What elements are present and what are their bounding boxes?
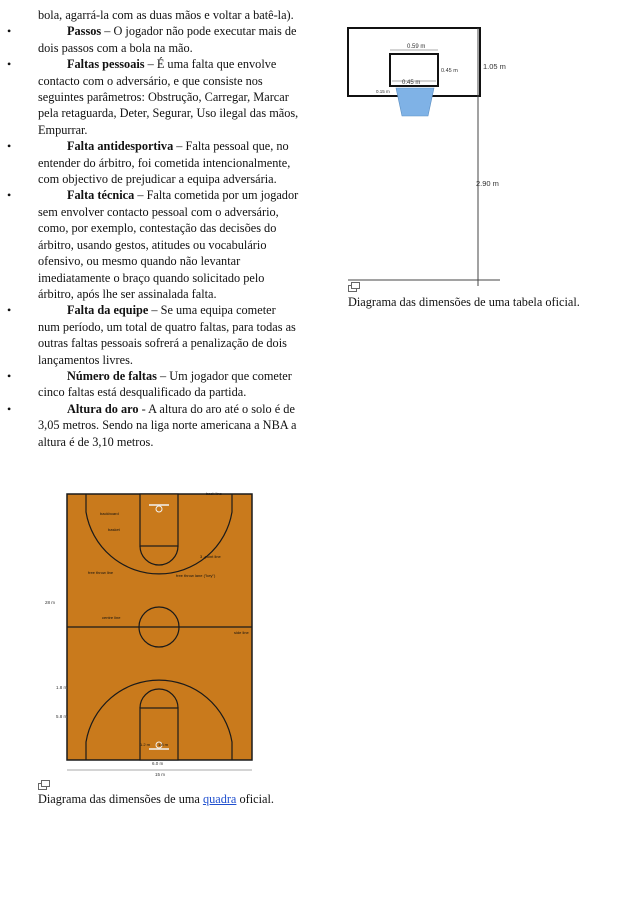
court-caption-before: Diagrama das dimensões de uma <box>38 792 203 806</box>
label-1-8m-b: 1.8 m <box>158 742 169 747</box>
rule-text: – Falta pessoal que, no entender do árbitro, foi cometida intencionalmente, com objectivo de prejudicar a equipa adversária. <box>38 139 291 187</box>
bullet-icon: • <box>7 139 12 154</box>
quadra-link[interactable]: quadra <box>202 792 237 806</box>
label-105: 1.05 m <box>483 62 506 71</box>
backboard-caption: Diagrama das dimensões de uma tabela oficial. <box>348 295 580 309</box>
rule-text: – Falta cometida por um jogador sem envolver contacto pessoal com o adversário, como, por exemplo, contestação das decisões do árbitro, usando gestos, atitudes ou vocabulário ofensivo, ou mesmo quando não levantar imediatamente o braço quando solicitado pelo árbitro, após lhe ser assinalada falta. <box>38 188 299 301</box>
court-diagram <box>38 486 278 778</box>
rule-term: Número de faltas <box>67 368 157 383</box>
rule-term: Falta técnica <box>67 188 135 203</box>
bullet-icon: • <box>7 401 12 416</box>
bullet-icon: • <box>7 188 12 203</box>
label-1-2m: 1.2 m <box>140 742 151 747</box>
intro-paragraph: bola, agarrá-la com as duas mãos e voltar a batê-la). <box>38 8 294 22</box>
rules-list-item <box>7 23 300 56</box>
image-icon-court <box>38 780 50 790</box>
label-15m: 15 m <box>155 772 166 777</box>
rule-text: - A altura do aro até o solo é de 3,05 metros. Sendo na liga norte americana a NBA a altura é de 3,10 metros. <box>38 401 297 449</box>
rules-list-item <box>7 138 300 187</box>
rules-list <box>7 23 300 450</box>
label-045-width: 0.45 m <box>402 80 421 86</box>
label-045-height: 0.45 m <box>441 68 458 74</box>
label-290: 2.90 m <box>476 179 499 188</box>
label-back-line: back line <box>206 491 222 496</box>
key-top <box>140 494 178 546</box>
bullet-icon: • <box>7 368 12 383</box>
rule-text: – Um jogador que cometer cinco faltas está desqualificado da partida. <box>38 368 292 400</box>
rules-list-item <box>7 368 300 401</box>
label-side-line: side line <box>234 630 249 635</box>
court-caption-after: oficial. <box>236 792 274 806</box>
label-3-point-line: 3 -point line <box>200 554 221 559</box>
rule-term: Altura do aro <box>67 401 139 416</box>
label-centre-line: centre line <box>102 615 121 620</box>
bullet-icon: • <box>7 57 12 72</box>
backboard-diagram <box>340 24 620 286</box>
rule-text: – Se uma equipa cometer num período, um total de quatro faltas, para todas as outras faltas pessoais sofrerá a penalização de dois lançamentos livres. <box>38 303 296 367</box>
rule-text: – O jogador não pode executar mais de dois passos com a bola na mão. <box>38 24 297 55</box>
rule-text: – É uma falta que envolve contacto com o adversário, e que consiste nos seguintes parâmetros: Obstrução, Carregar, Marcar pela retaguarda, Deter, Segurar, Uso ilegal das mãos, Empurrar. <box>38 57 299 137</box>
rules-list-item <box>7 401 300 450</box>
rules-list-item <box>7 302 300 368</box>
label-5-8m: 5.8 m <box>56 714 68 719</box>
label-28m: 28 m <box>45 600 56 605</box>
label-free-throw-lane: free throw lane ("key") <box>176 573 216 578</box>
rule-term: Passos <box>67 24 102 39</box>
rule-term: Faltas pessoais <box>67 57 145 72</box>
court-caption <box>38 791 308 807</box>
bullet-icon: • <box>7 24 12 39</box>
label-1-8m: 1.8 m <box>56 685 68 690</box>
key-bottom <box>140 708 178 760</box>
rule-term: Falta da equipe <box>67 303 149 318</box>
bullet-icon: • <box>7 303 12 318</box>
left-column <box>7 7 300 450</box>
image-icon-backboard <box>348 282 360 292</box>
rules-list-item <box>7 56 300 138</box>
label-basket: basket <box>108 527 120 532</box>
backboard-net <box>396 88 434 116</box>
label-015: 0.15 m <box>376 89 390 94</box>
label-6-0m: 6.0 m <box>152 761 164 766</box>
label-free-throw-line: free throw line <box>88 570 114 575</box>
label-backboard: backboard <box>100 511 119 516</box>
label-059: 0.59 m <box>407 44 426 50</box>
rules-list-item <box>7 187 300 302</box>
rule-term: Falta antidesportiva <box>67 139 174 154</box>
